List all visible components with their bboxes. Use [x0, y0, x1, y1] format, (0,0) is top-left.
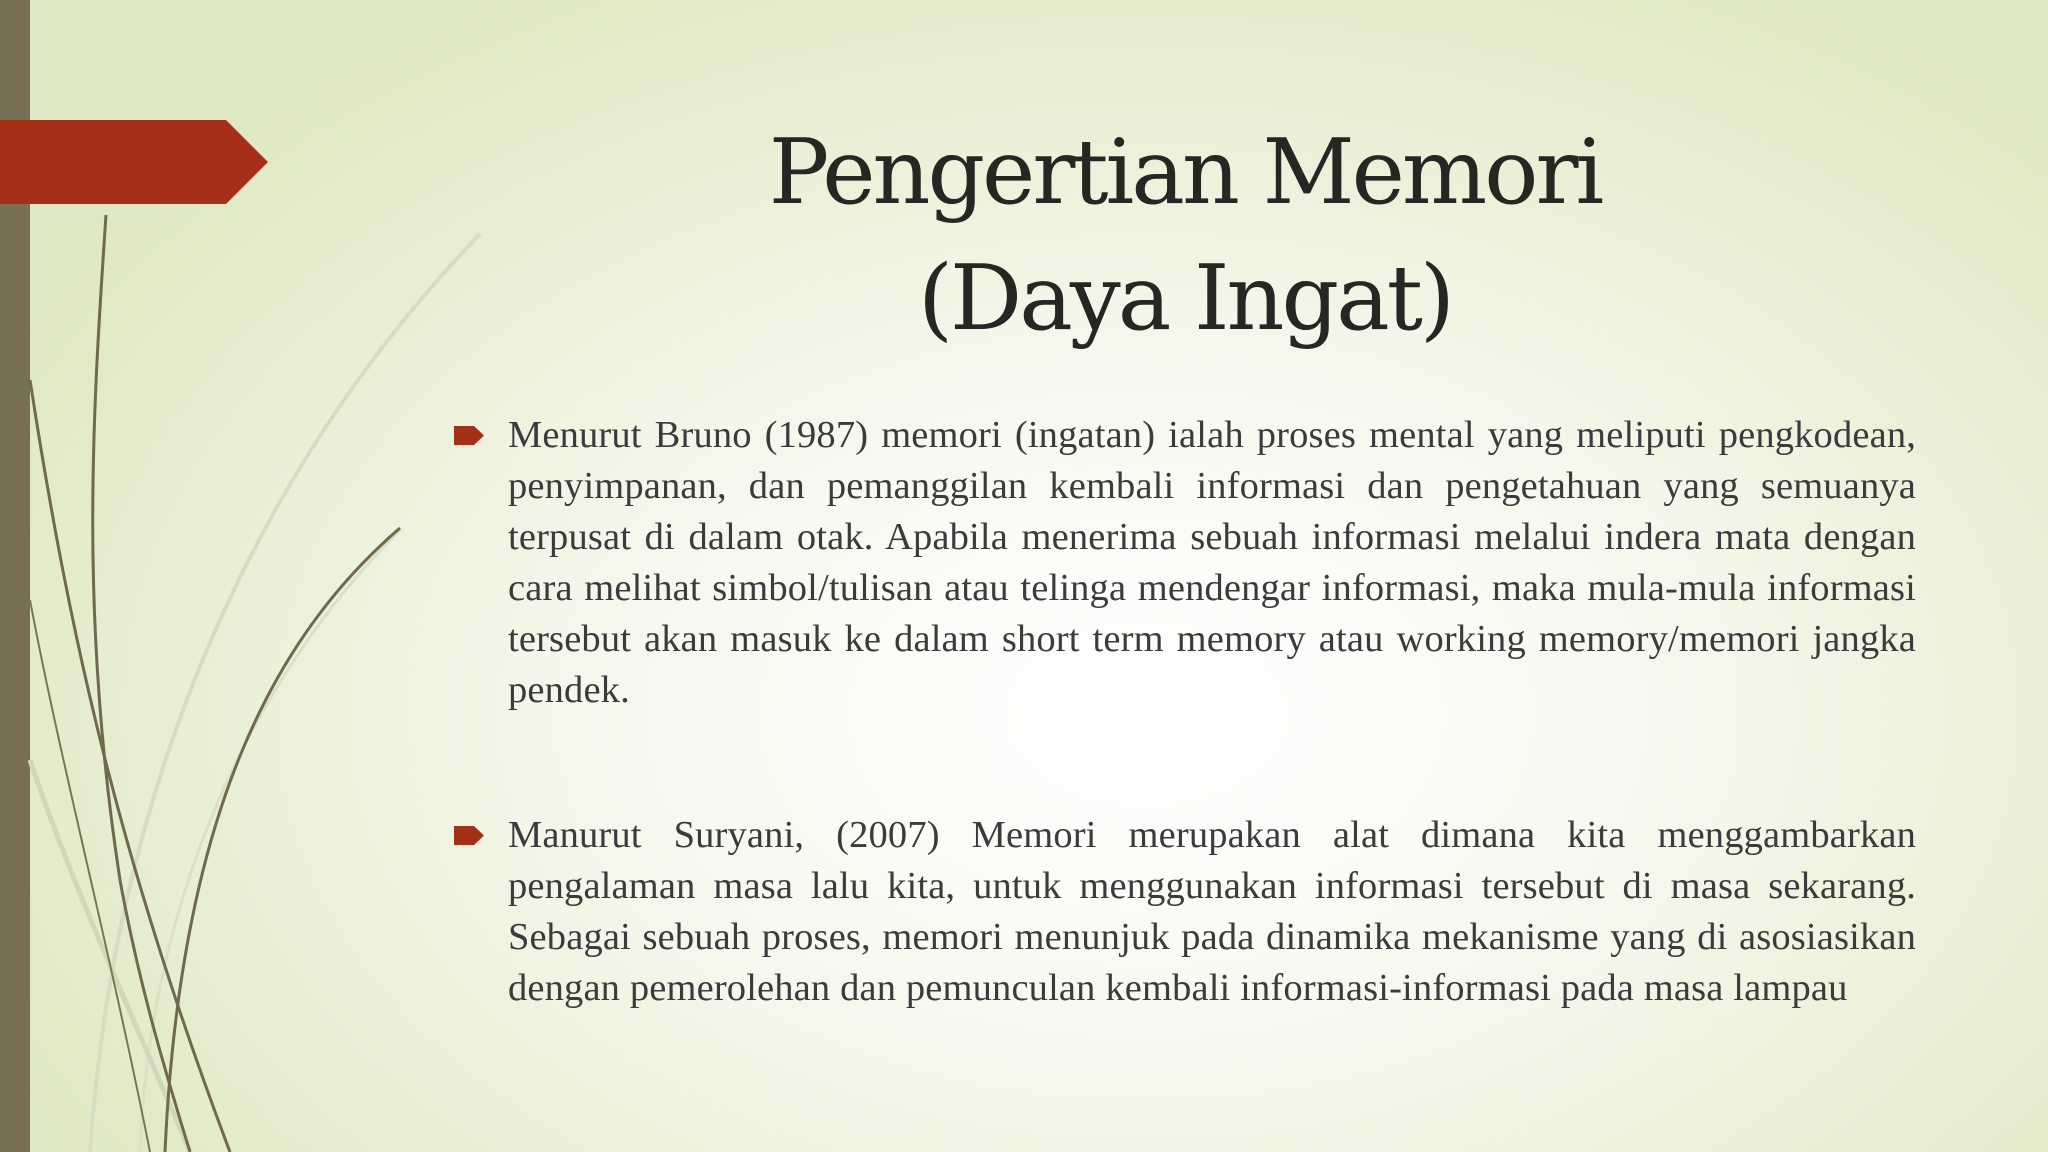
- arrow-bullet-icon: [454, 426, 484, 445]
- bullet-text-1: Menurut Bruno (1987) memori (ingatan) ialah proses mental yang meliputi pengkodean, penyimpanan, dan pemanggilan kembali informasi dan pengetahuan yang semuanya terpusat di dalam otak. Apabila menerima sebuah informasi melalui indera mata dengan cara melihat simbol/tulisan atau telinga mendengar informasi, maka mula-mula informasi tersebut akan masuk ke dalam short term memory atau working memory/memori jangka pendek.: [508, 414, 1916, 711]
- arrow-tab-shape: [0, 120, 268, 204]
- arrow-bullet-icon: [454, 826, 484, 845]
- decor-stroke-dark-3: [165, 528, 400, 1152]
- bullet-item-2: [454, 810, 1916, 1014]
- slide-title: [640, 110, 1730, 362]
- bullet-text-2: Manurut Suryani, (2007) Memori merupakan alat dimana kita menggambarkan pengalaman masa lalu kita, untuk menggunakan informasi tersebut di masa sekarang. Sebagai sebuah proses, memori menunjuk pada dinamika mekanisme yang di asosiasikan dengan pemerolehan dan pemunculan kembali informasi-informasi pada masa lampau: [508, 814, 1916, 1009]
- title-line-2: (Daya Ingat): [917, 246, 1453, 351]
- decor-stroke-light-2: [140, 530, 400, 1152]
- decor-stroke-dark-2: [30, 380, 230, 1152]
- bullet-list: [454, 410, 1916, 1108]
- title-line-1: Pengertian Memori: [768, 120, 1602, 225]
- bullet-item-1: [454, 410, 1916, 716]
